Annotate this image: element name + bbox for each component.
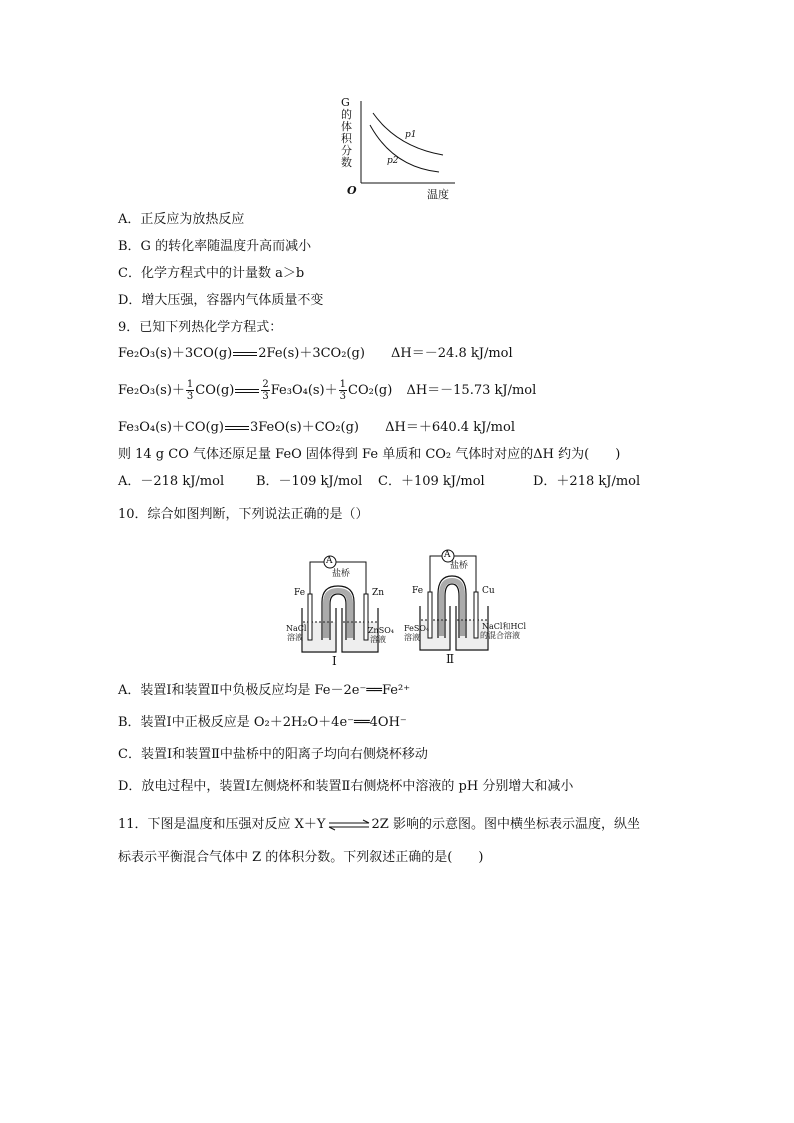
origin-label: O [347, 184, 357, 197]
device-1-svg [286, 548, 398, 670]
device-1 [286, 548, 398, 670]
eq3-lhs: Fe₃O₄(s)＋CO(g) [118, 420, 224, 435]
eq2-rhs-b: CO₂(g) [348, 383, 393, 398]
device-1-right-solution-2: 溶液 [370, 635, 386, 644]
q10-option-b: B．装置Ⅰ中正极反应是 O₂＋2H₂O＋4e⁻══4OH⁻ [118, 715, 407, 730]
q9-eq1 [118, 346, 513, 362]
eq2-rhs-a: Fe₃O₄(s)＋ [270, 383, 338, 398]
eq1-dh: ΔH＝－24.8 kJ/mol [391, 346, 513, 361]
curve-label-p1: p1 [405, 130, 417, 140]
device-1-label: Ⅰ [332, 654, 337, 668]
q11-line-2: 标表示平衡混合气体中 Z 的体积分数。下列叙述正确的是( ) [118, 850, 484, 865]
eq1-lhs: Fe₂O₃(s)＋3CO(g) [118, 346, 233, 361]
device-1-left-solution-2: 溶液 [287, 633, 303, 642]
q9-eq2 [118, 376, 536, 406]
q11-line-1 [118, 817, 640, 833]
y-axis-label: G的体积分数 [341, 96, 352, 169]
device-2-right-solution-1: NaCl和HCl [482, 622, 527, 631]
device-1-ammeter-label: A [326, 556, 333, 566]
q9-option-c: C．＋109 kJ/mol [378, 474, 485, 489]
q8-graph [335, 95, 465, 205]
eq2-dh: ΔH＝－15.73 kJ/mol [406, 383, 537, 398]
q10-option-d: D．放电过程中，装置Ⅰ左侧烧杯和装置Ⅱ右侧烧杯中溶液的 pH 分别增大和减小 [118, 779, 574, 794]
frac-den: 3 [262, 391, 269, 402]
device-2-right-solution-2: 的混合溶液 [480, 631, 520, 640]
device-2-right-electrode: Cu [482, 586, 495, 596]
fraction-1-3 [186, 379, 194, 402]
device-2 [404, 544, 528, 670]
device-2-left-solution-2: 溶液 [404, 633, 420, 642]
q9-option-a: A．－218 kJ/mol [118, 474, 225, 489]
electrode-fe [308, 594, 312, 640]
x-axis-label: 温度 [427, 188, 449, 201]
frac-num: 1 [186, 379, 194, 390]
equals-sign [235, 389, 259, 393]
frac-den: 3 [186, 391, 194, 402]
electrode-cu [474, 592, 478, 638]
equilibrium-arrow-icon [327, 819, 371, 831]
eq1-rhs: 2Fe(s)＋3CO₂(g) [258, 346, 365, 361]
eq2-lhs-a: Fe₂O₃(s)＋ [118, 383, 185, 398]
q8-option-c: C．化学方程式中的计量数 a＞b [118, 266, 305, 281]
frac-num: 1 [339, 379, 347, 390]
eq2-lhs-b: CO(g) [195, 383, 235, 398]
equals-sign [225, 426, 249, 430]
device-1-left-electrode: Fe [294, 588, 306, 598]
q9-eq3 [118, 420, 515, 436]
q8-option-d: D．增大压强，容器内气体质量不变 [118, 293, 324, 308]
device-1-right-electrode: Zn [372, 588, 385, 598]
q11-line-1a: 11．下图是温度和压强对反应 X＋Y [118, 817, 326, 832]
curve-label-p2: p2 [387, 156, 399, 166]
device-1-right-solution-1: ZnSO₄ [368, 626, 394, 635]
frac-den: 3 [339, 391, 347, 402]
q9-option-b: B．－109 kJ/mol [256, 474, 363, 489]
q9-option-d: D．＋218 kJ/mol [533, 474, 641, 489]
q10-option-c: C．装置Ⅰ和装置Ⅱ中盐桥中的阳离子均向右侧烧杯移动 [118, 747, 428, 762]
q8-option-b: B．G 的转化率随温度升高而减小 [118, 239, 312, 254]
device-1-bridge-label: 盐桥 [332, 568, 351, 578]
fraction-2-3 [261, 379, 269, 402]
q9-title: 9．已知下列热化学方程式： [118, 320, 283, 335]
eq3-dh: ΔH＝＋640.4 kJ/mol [385, 420, 515, 435]
q10-title: 10．综合如图判断，下列说法正确的是（） [118, 507, 369, 522]
device-1-left-solution-1: NaCl [286, 624, 307, 633]
q11-line-1b: 2Z 影响的示意图。图中横坐标表示温度，纵坐 [371, 817, 640, 832]
equals-sign [233, 352, 257, 356]
device-2-left-solution-1: FeSO₄ [404, 624, 430, 633]
device-2-bridge-label: 盐桥 [450, 560, 469, 570]
q10-option-a: A．装置Ⅰ和装置Ⅱ中负极反应均是 Fe－2e⁻══Fe²⁺ [118, 683, 411, 698]
device-2-left-electrode: Fe [412, 586, 424, 596]
device-2-label: Ⅱ [446, 652, 455, 666]
q8-option-a: A．正反应为放热反应 [118, 212, 245, 227]
eq3-rhs: 3FeO(s)＋CO₂(g) [249, 420, 359, 435]
frac-num: 2 [262, 379, 269, 390]
fraction-1-3 [339, 379, 347, 402]
q9-question: 则 14 g CO 气体还原足量 FeO 固体得到 Fe 单质和 CO₂ 气体时对应的ΔH 约为( ) [118, 447, 621, 462]
device-2-ammeter-label: A [444, 550, 451, 560]
